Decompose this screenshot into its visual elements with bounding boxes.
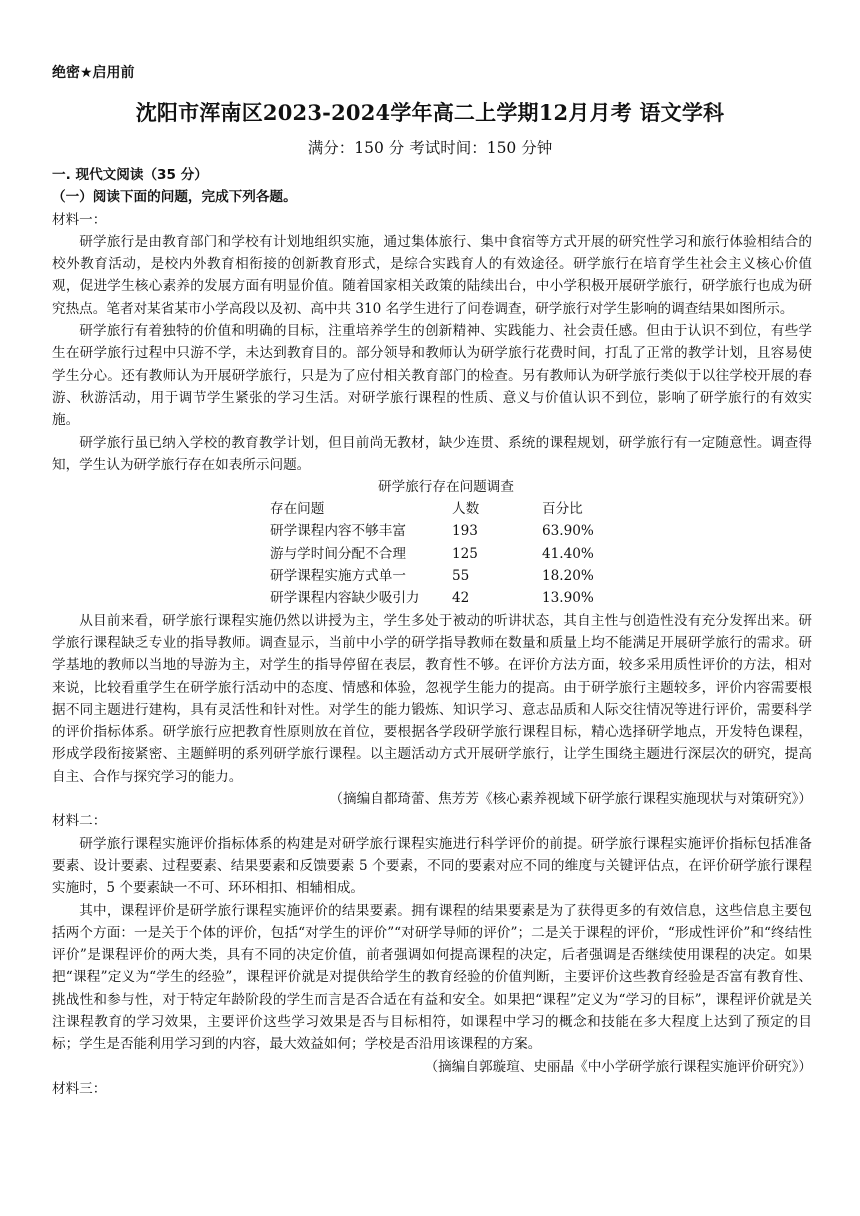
survey-table <box>270 476 622 609</box>
table-cell: 研学课程内容缺少吸引力 <box>270 590 420 607</box>
table-cell: 125 <box>452 545 478 562</box>
material1-paragraph-4: 从目前来看，研学旅行课程实施仍然以讲授为主，学生多处于被动的听讲状态，其自主性与创造性没有充分发挥出来。研学旅行课程缺乏专业的指导教师。调查显示，当前中小学的研学指导教师在数量和质量上均不能满足开展研学旅行的需求。研学基地的教师以当地的导游为主，对学生的指导停留在表层，教育性不够。在评价方法方面，较多采用质性评价的方法，相对来说，比较看重学生在研学旅行活动中的态度、情感和体验，忽视学生能力的提高。由于研学旅行主题较多，评价内容需要根据不同主题进行建构，具有灵活性和针对性。对学生的能力锻炼、知识学习、意志品质和人际交往情况等进行评价，需要科学的评价指标体系。研学旅行应把教育性原则放在首位，要根据各学段研学旅行课程目标，精心选择研学地点，开发特色课程，形成学段衔接紧密、主题鲜明的系列研学旅行课程。以主题活动方式开展研学旅行，让学生围绕主题进行深层次的研究，提高自主、合作与探究学习的能力。 <box>52 612 812 785</box>
table-row <box>270 543 622 565</box>
section-heading: 一. 现代文阅读（35 分） <box>52 167 208 183</box>
table-header-cell: 存在问题 <box>270 501 325 518</box>
material2-paragraph-1: 研学旅行课程实施评价指标体系的构建是对研学旅行课程实施进行科学评价的前提。研学旅行课程实施评价指标包括准备要素、设计要素、过程要素、结果要素和反馈要素 5 个要素，不同的要素对应不同的维度与关键评估点，在评价研学旅行课程实施时，5 个要素缺一不可、环环相扣、相辅相成。 <box>52 835 812 897</box>
table-header-cell: 百分比 <box>542 501 583 518</box>
table-cell: 18.20% <box>542 568 594 585</box>
table-row <box>270 565 622 587</box>
material2-paragraph-2: 其中，课程评价是研学旅行课程实施评价的结果要素。拥有课程的结果要素是为了获得更多的有效信息，这些信息主要包括两个方面：一是关于个体的评价，包括“对学生的评价”“对研学导师的评价”；二是关于课程的评价，“形成性评价”和“终结性评价”是课程评价的两大类，具有不同的决定价值，前者强调如何提高课程的决定，后者强调是否继续使用课程的决定。如果把“课程”定义为“学生的经验”，课程评价就是对提供给学生的教育经验的价值判断，主要评价这些教育经验是否富有教育性、挑战性和参与性，对于特定年龄阶段的学生而言是否合适在有益和安全。如果把“课程”定义为“学习的目标”，课程评价就是关注课程教育的学习效果，主要评价这些学习效果是否与目标相符，如课程中学习的概念和技能在多大程度上达到了预定的目标；学生是否能利用学习到的内容，最大效益如何；学校是否沿用该课程的方案。 <box>52 902 812 1053</box>
table-cell: 42 <box>452 590 470 607</box>
exam-info: 满分：150 分 考试时间：150 分钟 <box>307 139 553 157</box>
table-cell: 研学课程内容不够丰富 <box>270 523 406 540</box>
material1-paragraph-2: 研学旅行有着独特的价值和明确的目标，注重培养学生的创新精神、实践能力、社会责任感。但由于认识不到位，有些学生在研学旅行过程中只游不学，未达到教育目的。部分领导和教师认为研学旅行花费时间，打乱了正常的教学计划，且容易使学生分心。还有教师认为开展研学旅行，只是为了应付相关教育部门的检查。另有教师认为研学旅行类似于以往学校开展的春游、秋游活动，用于调节学生紧张的学习生活。对研学旅行课程的性质、意义与价值认识不到位，影响了研学旅行的有效实施。 <box>52 323 812 429</box>
table-header-row <box>270 498 622 520</box>
table-cell: 13.90% <box>542 590 594 607</box>
table-cell: 63.90% <box>542 523 594 540</box>
material2-source: （摘编自郭璇瑄、史丽晶《中小学研学旅行课程实施评价研究》） <box>424 1058 812 1075</box>
page-title: 沈阳市浑南区2023-2024学年高二上学期12月月考 语文学科 <box>135 100 725 125</box>
material1-label: 材料一： <box>52 211 107 228</box>
table-header-cell: 人数 <box>452 501 480 518</box>
exam-content <box>52 164 812 1100</box>
material1-paragraph-1: 研学旅行是由教育部门和学校有计划地组织实施，通过集体旅行、集中食宿等方式开展的研究性学习和旅行体验相结合的校外教育活动，是校内外教育相衔接的创新教育形式，是综合实践育人的有效途径。研学旅行在培育学生社会主义核心价值观，促进学生核心素养的发展方面有明显价值。随着国家相关政策的陆续出台，中小学积极开展研学旅行，研学旅行也成为研究热点。笔者对某省某市小学高段以及初、高中共 310 名学生进行了问卷调查，研学旅行对学生影响的调查结果如图所示。 <box>52 233 812 317</box>
material2-label: 材料二： <box>52 813 107 830</box>
secret-label: 绝密★启用前 <box>52 65 135 81</box>
material1-source: （摘编自都琦蕾、焦芳芳《核心素养视域下研学旅行课程实施现状与对策研究》） <box>329 791 812 808</box>
table-row <box>270 587 622 609</box>
table-cell: 41.40% <box>542 545 594 562</box>
table-cell: 55 <box>452 568 470 585</box>
table-cell: 研学课程实施方式单一 <box>270 568 406 585</box>
table-cell: 游与学时间分配不合理 <box>270 545 406 562</box>
table-cell: 193 <box>452 523 478 540</box>
material3-label: 材料三： <box>52 1080 107 1097</box>
survey-table-caption: 研学旅行存在问题调查 <box>378 479 514 496</box>
table-row <box>270 520 622 542</box>
material1-paragraph-3: 研学旅行虽已纳入学校的教育教学计划，但目前尚无教材，缺少连贯、系统的课程规划，研学旅行有一定随意性。调查得知，学生认为研学旅行存在如表所示问题。 <box>52 434 812 473</box>
sub-heading: （一）阅读下面的问题，完成下列各题。 <box>52 189 297 206</box>
